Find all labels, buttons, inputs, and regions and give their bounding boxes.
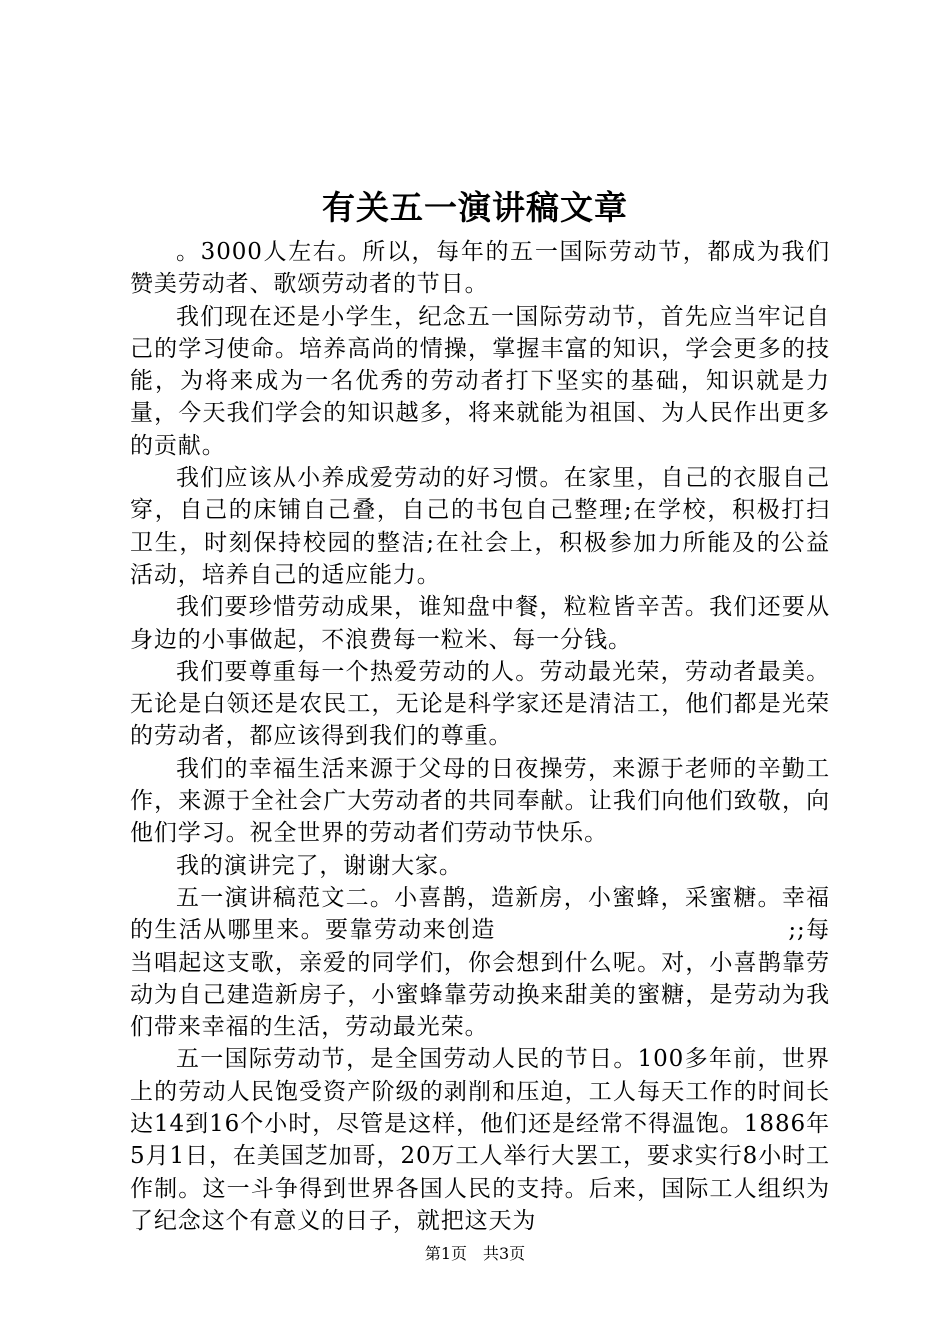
paragraph-9: 五一国际劳动节，是全国劳动人民的节日。100多年前，世界上的劳动人民饱受资产阶级的剥削和压迫，工人每天工作的时间长达14到16个小时，尽管是这样，他们还是经常不得温饱。1886年5月1日，在美国芝加哥，20万工人举行大罢工，要求实行8小时工作制。这一斗争得到世界各国人民的支持。后来，国际工人组织为了纪念这个有意义的日子，就把这天为 xyxy=(130,1046,830,1234)
paragraph-1: 。3000人左右。所以，每年的五一国际劳动节，都成为我们赞美劳动者、歌颂劳动者的节日。 xyxy=(130,239,830,298)
paragraph-7: 我的演讲完了，谢谢大家。 xyxy=(176,852,463,879)
page-footer: 第1页 共3页 xyxy=(424,1244,526,1263)
document-title: 有关五一演讲稿文章 xyxy=(322,188,628,227)
paragraph-2: 我们现在还是小学生，纪念五一国际劳动节，首先应当牢记自己的学习使命。培养高尚的情操，掌握丰富的知识，学会更多的技能，为将来成为一名优秀的劳动者打下坚实的基础，知识就是力量，今天我们学会的知识越多，将来就能为祖国、为人民作出更多的贡献。 xyxy=(130,303,830,459)
paragraph-6: 我们的幸福生活来源于父母的日夜操劳，来源于老师的辛勤工作，来源于全社会广大劳动者的共同奉献。让我们向他们致敬，向他们学习。祝全世界的劳动者们劳动节快乐。 xyxy=(130,755,830,847)
paragraph-3: 我们应该从小养成爱劳动的好习惯。在家里，自己的衣服自己穿，自己的床铺自己叠，自己的书包自己整理;在学校，积极打扫卫生，时刻保持校园的整洁;在社会上，积极参加力所能及的公益活动，培养自己的适应能力。 xyxy=(130,465,830,588)
paragraph-5: 我们要尊重每一个热爱劳动的人。劳动最光荣，劳动者最美。无论是白领还是农民工，无论是科学家还是清洁工，他们都是光荣的劳动者，都应该得到我们的尊重。 xyxy=(130,658,830,750)
paragraph-4: 我们要珍惜劳动成果，谁知盘中餐，粒粒皆辛苦。我们还要从身边的小事做起，不浪费每一粒米、每一分钱。 xyxy=(130,594,830,653)
document-body xyxy=(130,236,830,1237)
paragraph-8: 五一演讲稿范文二。小喜鹊，造新房，小蜜蜂，采蜜糖。幸福的生活从哪里来。要靠劳动来创造 ;;每当唱起这支歌，亲爱的同学们，你会想到什么呢。对，小喜鹊靠劳动为自己建造新房子，小蜜蜂靠劳动换来甜美的蜜糖，是劳动为我们带来幸福的生活，劳动最光荣。 xyxy=(130,884,830,1041)
